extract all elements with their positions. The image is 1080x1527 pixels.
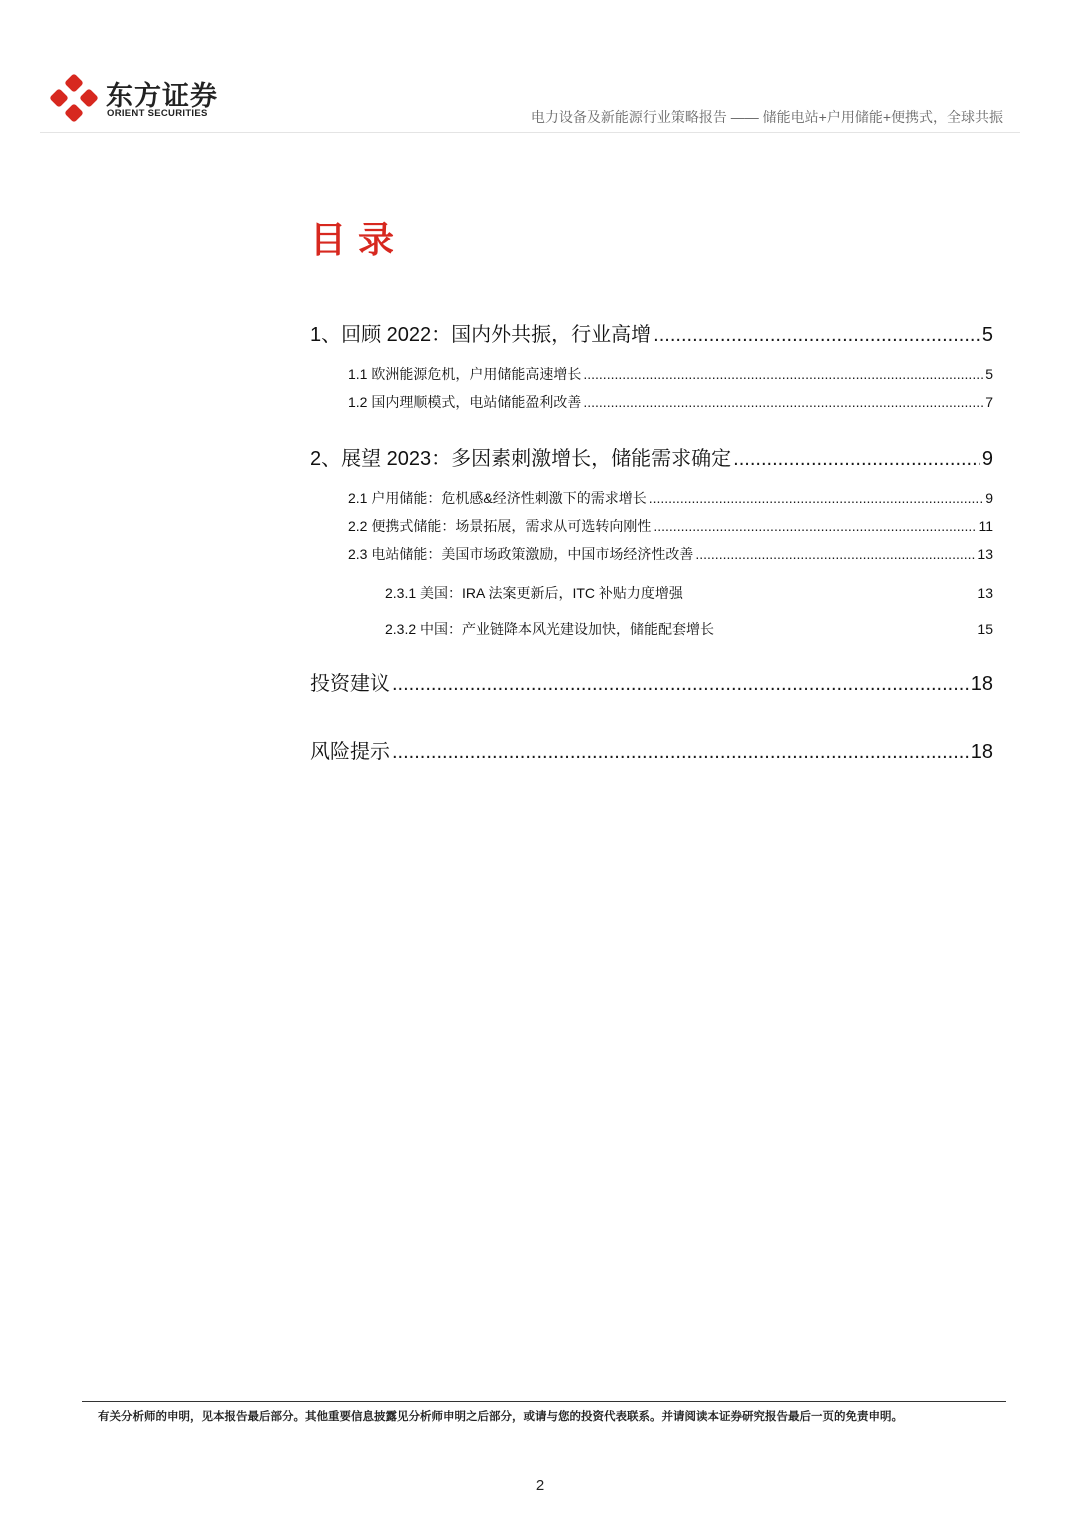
toc-entry-label: 2.1 户用储能：危机感&经济性刺激下的需求增长 <box>348 490 647 506</box>
toc-leader <box>583 394 983 410</box>
toc-entry-page: 13 <box>977 585 993 601</box>
logo-english-name: ORIENT SECURITIES <box>107 108 208 119</box>
toc-leader <box>392 673 969 696</box>
toc-entry[interactable] <box>348 488 993 508</box>
report-title: 电力设备及新能源行业策略报告 —— 储能电站+户用储能+便携式，全球共振 <box>530 109 1003 125</box>
page-number: 2 <box>535 1477 545 1494</box>
toc-entry-label: 1、回顾 2022：国内外共振，行业高增 <box>310 324 652 346</box>
toc-leader <box>653 324 980 347</box>
toc-entry-page: 5 <box>981 324 993 346</box>
toc-entry[interactable] <box>385 583 993 603</box>
toc-entry-page: 9 <box>981 448 993 470</box>
analyst-disclaimer: 有关分析师的申明，见本报告最后部分。其他重要信息披露见分析师申明之后部分，或请与您的投资代表联系。并请阅读本证券研究报告最后一页的免责申明。 <box>98 1411 903 1423</box>
toc-entry-page: 13 <box>977 546 993 562</box>
toc-entry-page: 15 <box>977 621 993 637</box>
toc-entry-page: 11 <box>978 518 993 534</box>
toc-entry[interactable] <box>348 364 993 384</box>
toc-entry-label: 2、展望 2023：多因素刺激增长，储能需求确定 <box>310 448 732 470</box>
toc-entry-page: 18 <box>970 673 993 695</box>
toc-entry-label: 2.3.1 美国：IRA 法案更新后，ITC 补贴力度增强 <box>385 585 683 601</box>
toc-entry[interactable] <box>348 392 993 412</box>
toc-leader <box>733 448 980 471</box>
company-logo <box>50 72 250 124</box>
toc-entry-label: 风险提示 <box>310 741 390 763</box>
toc-entry-label: 投资建议 <box>310 673 390 695</box>
toc-heading: 目录 <box>310 219 407 260</box>
toc-entry-page: 18 <box>970 741 993 763</box>
toc-entry[interactable] <box>310 318 993 347</box>
toc-entry[interactable] <box>310 442 993 471</box>
toc-entry-label: 2.3 电站储能：美国市场政策激励，中国市场经济性改善 <box>348 546 694 562</box>
toc-entry[interactable] <box>310 735 993 764</box>
logo-mark-icon <box>50 74 98 122</box>
footer-divider <box>82 1401 1006 1402</box>
toc-leader <box>392 741 969 764</box>
header-divider <box>40 132 1020 133</box>
toc-entry-page: 9 <box>985 490 993 506</box>
toc-entry-label: 1.1 欧洲能源危机，户用储能高速增长 <box>348 366 582 382</box>
toc-entry[interactable] <box>348 516 993 536</box>
toc-leader <box>583 366 983 382</box>
toc-entry-page: 5 <box>985 366 993 382</box>
toc-leader <box>695 546 975 562</box>
toc-entry[interactable] <box>385 619 993 639</box>
toc-leader <box>653 518 976 534</box>
toc-entry-page: 7 <box>985 394 993 410</box>
toc-entry-label: 2.2 便携式储能：场景拓展，需求从可选转向刚性 <box>348 518 652 534</box>
toc-leader <box>649 490 984 506</box>
toc-entry-label: 1.2 国内理顺模式，电站储能盈利改善 <box>348 394 582 410</box>
toc-entry-label: 2.3.2 中国：产业链降本风光建设加快，储能配套增长 <box>385 621 715 637</box>
logo-chinese-name: 东方证券 <box>106 81 218 111</box>
toc-entry[interactable] <box>310 667 993 696</box>
toc-entry[interactable] <box>348 544 993 564</box>
